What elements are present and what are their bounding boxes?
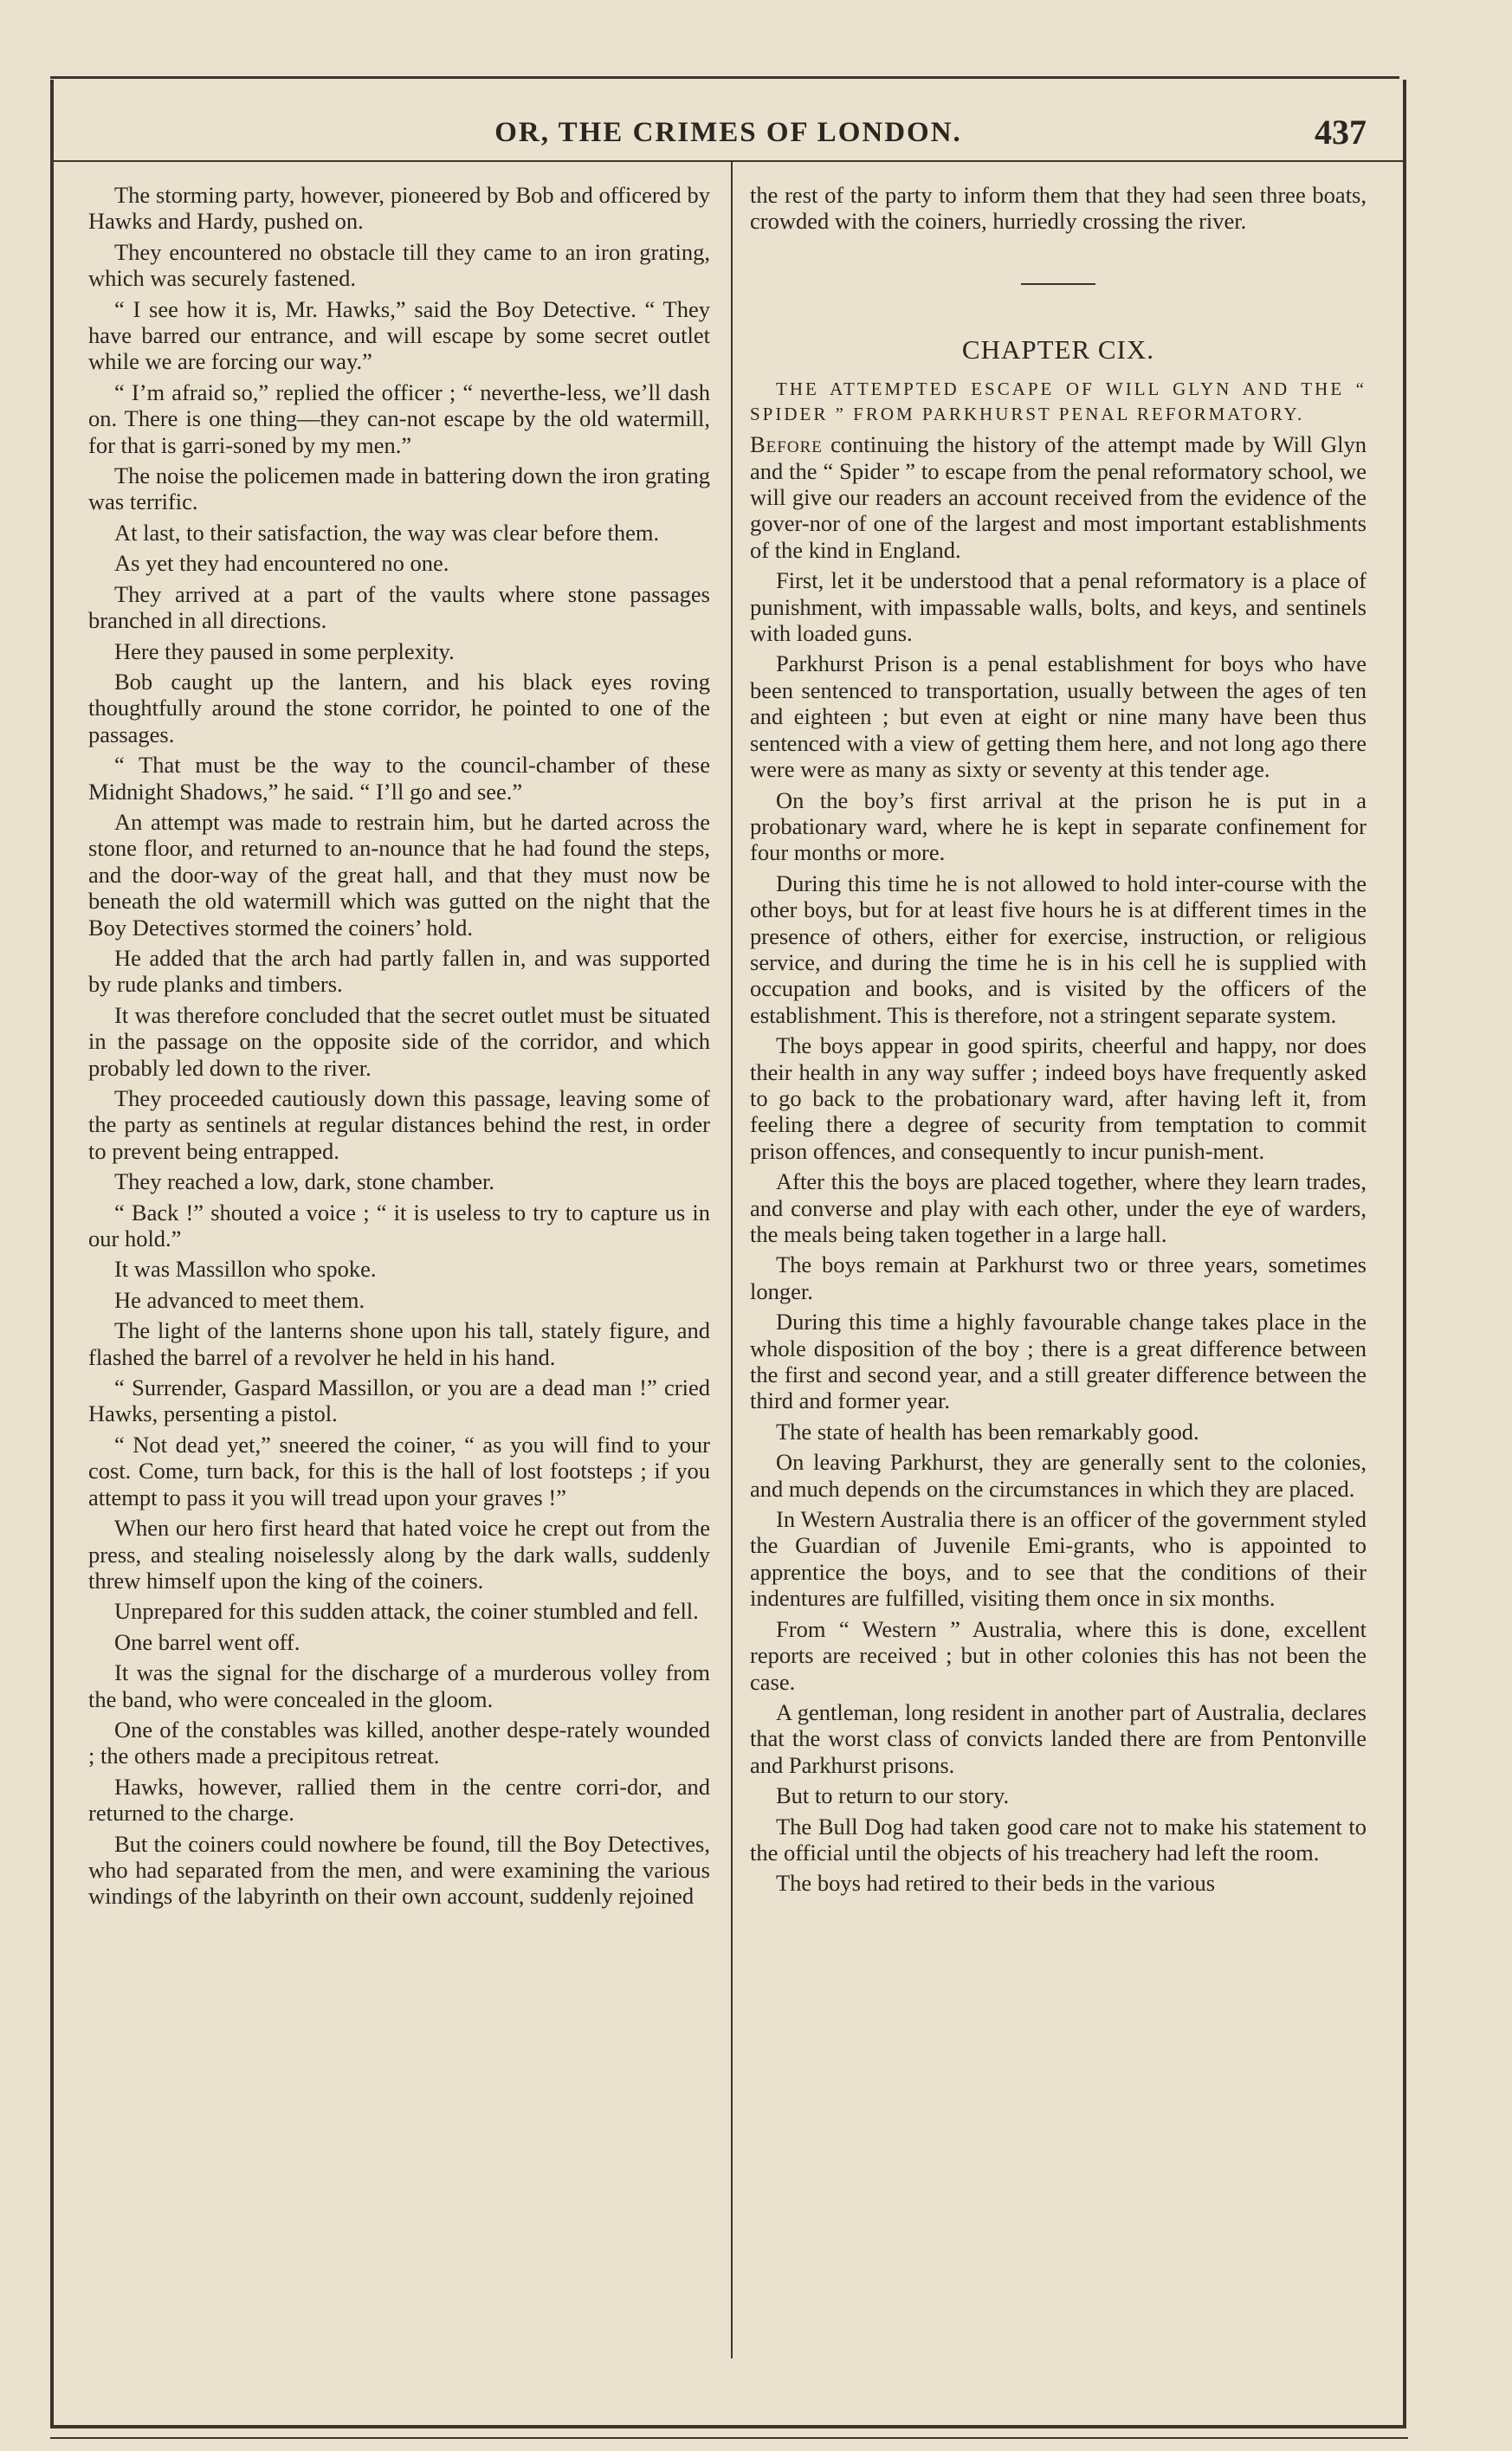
paragraph: During this time a highly favourable change takes place in the whole disposition of the boy ; there is a great difference between the first and second year, and a still greater difference between the third and former year. [750,1309,1367,1414]
paragraph: One of the constables was killed, another despe-rately wounded ; the others made a precipitous retreat. [88,1716,710,1769]
paragraph: It was the signal for the discharge of a murderous volley from the band, who were concealed in the gloom. [88,1659,710,1712]
opening-word: Before [750,431,823,458]
paragraph: It was therefore concluded that the secret outlet must be situated in the passage on the opposite side of the corridor, and which probably led down to the river. [88,1001,710,1081]
paragraph: After this the boys are placed together, where they learn trades, and converse and play with each other, under the eye of warders, the meals being taken together in a large hall. [750,1168,1367,1247]
paragraph: During this time he is not allowed to hold inter-course with the other boys, but for at least five hours he is at different times in the presence of others, either for exercise, instruction, or religious service, and during the time he is in his cell he is supplied with occupation and books, and is visited by the officers of the establishment. This is therefore, not a stringent separate system. [750,870,1367,1028]
paragraph: The noise the policemen made in battering down the iron grating was terrific. [88,462,710,515]
paragraph: “ I see how it is, Mr. Hawks,” said the Boy Detective. “ They have barred our entrance, and will escape by some secret outlet while we are forcing our way.” [88,295,710,375]
paragraph: He added that the arch had partly fallen in, and was supported by rude planks and timbers. [88,944,710,998]
paragraph: On leaving Parkhurst, they are generally sent to the colonies, and much depends on the circumstances in which they are placed. [750,1449,1367,1502]
column-separator [731,162,733,2358]
paragraph: First, let it be understood that a penal reformatory is a place of punishment, with impassable walls, bolts, and keys, and sentinels with loaded guns. [750,567,1367,647]
right-paragraphs [750,567,1367,1897]
paragraph: But the coiners could nowhere be found, till the Boy Detectives, who had separated from the men, and were examining the various windings of the labyrinth on their own account, suddenly rejoined [88,1830,710,1910]
paragraph: “ Not dead yet,” sneered the coiner, “ as you will find to your cost. Come, turn back, for this is the hall of lost footsteps ; if you attempt to pass it you will tread upon your graves !” [88,1431,710,1510]
paragraph: They proceeded cautiously down this passage, leaving some of the party as sentinels at regular distances behind the rest, in order to prevent being entrapped. [88,1085,710,1164]
paragraph: They reached a low, dark, stone chamber. [114,1168,495,1195]
paragraph: The boys had retired to their beds in the various [776,1870,1216,1897]
paragraph: “ I’m afraid so,” replied the officer ; “ neverthe-less, we’ll dash on. There is one thing—they can-not escape by the old watermill, for that is garri-soned by my men.” [88,378,710,458]
bottom-rule [50,2437,1408,2439]
running-title: OR, THE CRIMES OF LONDON. [494,117,962,148]
paragraph: Parkhurst Prison is a penal establishment for boys who have been sentenced to transportation, usually between the ages of ten and eighteen ; but even at eight or nine many have been thus sentenced with a view of getting them here, and not long ago there were were as many as sixty or seventy at this tender age. [750,650,1367,783]
paragraph: But to return to our story. [776,1782,1010,1809]
paragraph: The Bull Dog had taken good care not to make his statement to the official until the objects of his treachery had left the room. [750,1813,1367,1866]
chapter-subtitle: THE ATTEMPTED ESCAPE OF WILL GLYN AND THE “ SPIDER ” FROM PARKHURST PENAL REFORMATORY. [750,378,1367,425]
paragraph: On the boy’s first arrival at the prison he is put in a probationary ward, where he is kept in separate confinement for four months or more. [750,786,1367,866]
paragraph: A gentleman, long resident in another part of Australia, declares that the worst class of convicts landed there are from Pentonville and Parkhurst prisons. [750,1698,1367,1778]
paragraph: The light of the lanterns shone upon his tall, stately figure, and flashed the barrel of a revolver he held in his hand. [88,1317,710,1370]
paragraph: The boys appear in good spirits, cheerful and happy, nor does their health in any way suffer ; indeed boys have frequently asked to go back to the probationary ward, after having left it, from feeling there a degree of security from temptation to commit prison offences, and consequently to incur punish-ment. [750,1032,1367,1164]
paragraph: Here they paused in some perplexity. [114,637,455,664]
section-divider [1021,283,1095,285]
page-number: 437 [1315,113,1367,152]
paragraph: At last, to their satisfaction, the way was clear before them. [114,519,660,546]
paragraph: The boys remain at Parkhurst two or three years, sometimes longer. [750,1251,1367,1304]
paragraph: They arrived at a part of the vaults where stone passages branched in all directions. [88,580,710,634]
paragraph: The state of health has been remarkably good. [776,1418,1199,1445]
paragraph: “ Back !” shouted a voice ; “ it is useless to try to capture us in our hold.” [88,1199,710,1252]
opening-paragraph [750,431,1367,563]
left-column [88,182,710,1914]
paragraph: “ Surrender, Gaspard Massillon, or you are a dead man !” cried Hawks, persenting a pistol. [88,1374,710,1427]
chapter-heading: CHAPTER CIX. [961,333,1155,365]
running-header [54,108,1403,162]
top-rule [50,76,1399,79]
paragraph: When our hero first heard that hated voice he crept out from the press, and stealing noiselessly along by the dark walls, suddenly threw himself upon the king of the coiners. [88,1515,710,1594]
paragraph: An attempt was made to restrain him, but he darted across the stone floor, and returned to an-nounce that he had found the steps, and the door-way of the great hall, and that they must now be beneath the old watermill which was gutted on the night that the Boy Detectives stormed the coiners’ hold. [88,808,710,941]
paragraph: He advanced to meet them. [114,1286,365,1313]
paragraph: From “ Western ” Australia, where this is done, excellent reports are received ; but in other colonies this has not been the case. [750,1615,1367,1695]
paragraph: They encountered no obstacle till they came to an iron grating, which was securely fastened. [88,238,710,292]
paragraph: In Western Australia there is an officer of the government styled the Guardian of Juvenile Emi-grants, who is appointed to apprentice the boys, and to see that the conditions of their indentures are fulfilled, visiting them once in six months. [750,1506,1367,1612]
continued-paragraph: the rest of the party to inform them that they had seen three boats, crowded with the coiners, hurriedly crossing the river. [750,182,1367,235]
right-column [750,182,1367,1901]
paragraph: One barrel went off. [114,1628,300,1655]
paragraph: It was Massillon who spoke. [114,1256,377,1283]
paragraph: Hawks, however, rallied them in the centre corri-dor, and returned to the charge. [88,1773,710,1827]
paragraph: “ That must be the way to the council-chamber of these Midnight Shadows,” he said. “ I’ll go and see.” [88,752,710,805]
paragraph: As yet they had encountered no one. [114,550,449,577]
opening-text: continuing the history of the attempt made by Will Glyn and the “ Spider ” to escape from the penal reformatory school, we will give our readers an account received from the evidence of the gover-nor of one of the largest and most important establishments of the kind in England. [750,431,1367,563]
paragraph: The storming party, however, pioneered by Bob and officered by Hawks and Hardy, pushed on. [88,182,710,235]
paragraph: Unprepared for this sudden attack, the coiner stumbled and fell. [114,1598,699,1625]
paragraph: Bob caught up the lantern, and his black eyes roving thoughtfully around the stone corridor, he pointed to one of the passages. [88,668,710,747]
